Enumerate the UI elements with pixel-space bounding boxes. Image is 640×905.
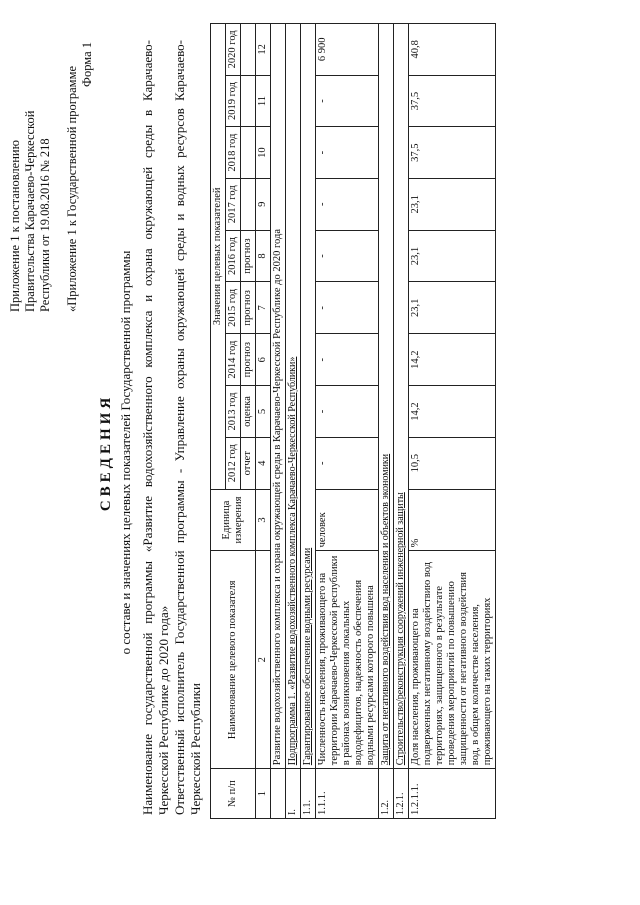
subsection-row [394,24,409,819]
document-subtitle: о составе и значениях целевых показателей Государственной программы [118,250,133,655]
document-title: СВЕДЕНИЯ [98,393,114,512]
indicator-value: - [316,334,379,386]
indicator-unit: % [409,489,496,551]
indicator-value: - [316,386,379,438]
header-year: 2015 год [226,282,241,334]
column-number: 7 [256,282,271,334]
subsection-row [286,24,301,819]
header-year: 2018 год [226,127,241,179]
header-year: 2017 год [226,178,241,230]
program-description [140,40,204,815]
table-row [316,24,379,819]
indicator-value: 14,2 [409,334,496,386]
header-status: отчет [241,437,256,489]
header-year: 2016 год [226,230,241,282]
row-number: 1.1.1. [316,769,379,819]
column-number: 11 [256,75,271,127]
row-number: 1.2. [379,769,394,819]
appendix-block [8,42,95,312]
appendix-line: Республики от 19.08.2016 № 218 [38,138,52,312]
column-number: 12 [256,24,271,76]
appendix-line: Приложение 1 к постановлению [8,140,22,312]
subsection-title: Строительство/реконструкция сооружений инженерной защиты [394,24,409,769]
indicator-value: 23,1 [409,178,496,230]
indicator-value: 23,1 [409,282,496,334]
indicator-name: Доля населения, проживающего на подверженных негативному воздействию вод территориях, защищенного в результате проведения мероприятий по повышению защищенности от негативного воздействия вод, в общем количестве населения, проживающего на таких территориях [409,551,496,769]
header-year: 2020 год [226,24,241,76]
subsection-title: Защита от негативного воздействия вод населения и объектов экономики [379,24,394,769]
header-status: прогноз [241,282,256,334]
row-number: 1.1. [301,769,316,819]
header-column-numbers-row [256,24,271,819]
subsection-title: Гарантированное обеспечение водными ресурсами [301,24,316,769]
header-unit: Единица измерения [211,489,256,551]
section-title: Развитие водохозяйственного комплекса и охрана окружающей среды в Карачаево-Черкесской Республике до 2020 года [271,24,286,769]
header-status: прогноз [241,230,256,282]
header-year: 2012 год [226,437,241,489]
header-values-group: Значения целевых показателей [211,24,226,490]
program-name: Наименование государственной программы «Развитие водохозяйственного комплекса и охрана окружающей среды в Карачаево-Черкесской Республике до 2020 года» [140,40,171,815]
indicator-value: - [316,282,379,334]
indicator-value: - [316,437,379,489]
indicator-value: 37,5 [409,75,496,127]
column-number: 9 [256,178,271,230]
row-number: I. [286,769,301,819]
indicator-name: Численность населения, проживающего на территории Карачаево-Черкесской республики в районах возникновения локальных вододефицитов, надежность обеспечения водными ресурсами которого повышена [316,551,379,769]
row-number: 1.2.1.1. [409,769,496,819]
row-number: 1.2.1. [394,769,409,819]
header-num: № п/п [211,769,256,819]
table-body [271,24,496,819]
indicator-value: 10,5 [409,437,496,489]
column-number: 8 [256,230,271,282]
table-row [409,24,496,819]
subsection-title: Подпрограмма 1. «Развитие водохозяйственного комплекса Карачаево-Черкесской Республики» [286,24,301,769]
header-year: 2019 год [226,75,241,127]
indicator-value: - [316,75,379,127]
header-name: Наименование целевого показателя [211,551,256,769]
column-number: 3 [256,489,271,551]
column-number: 10 [256,127,271,179]
header-status: прогноз [241,334,256,386]
appendix-line: «Приложение 1 к Государственной программе [65,65,79,312]
column-number: 5 [256,386,271,438]
indicator-value: - [316,127,379,179]
indicator-value: - [316,230,379,282]
column-number: 1 [256,769,271,819]
header-status: оценка [241,386,256,438]
appendix-line: Правительства Карачаево-Черкесской [23,110,37,312]
indicator-unit: человек [316,489,379,551]
column-number: 4 [256,437,271,489]
header-year: 2013 год [226,386,241,438]
indicator-value: 6 900 [316,24,379,76]
responsible-executor: Ответственный исполнитель Государственной программы - Управление охраны окружающей среды и водных ресурсов Карачаево-Черкесской Республики [172,40,203,815]
indicator-value: 14,2 [409,386,496,438]
column-number: 6 [256,334,271,386]
header-status [241,178,256,230]
header-status [241,75,256,127]
indicators-table [210,23,496,819]
indicator-value: 40,8 [409,24,496,76]
column-number: 2 [256,551,271,769]
header-status [241,24,256,76]
section-row [271,24,286,819]
form-label: Форма 1 [80,42,94,87]
header-year: 2014 год [226,334,241,386]
row-number [271,769,286,819]
indicator-value: 23,1 [409,230,496,282]
subsection-row [301,24,316,819]
indicator-value: - [316,178,379,230]
subsection-row [379,24,394,819]
header-status [241,127,256,179]
indicator-value: 37,5 [409,127,496,179]
